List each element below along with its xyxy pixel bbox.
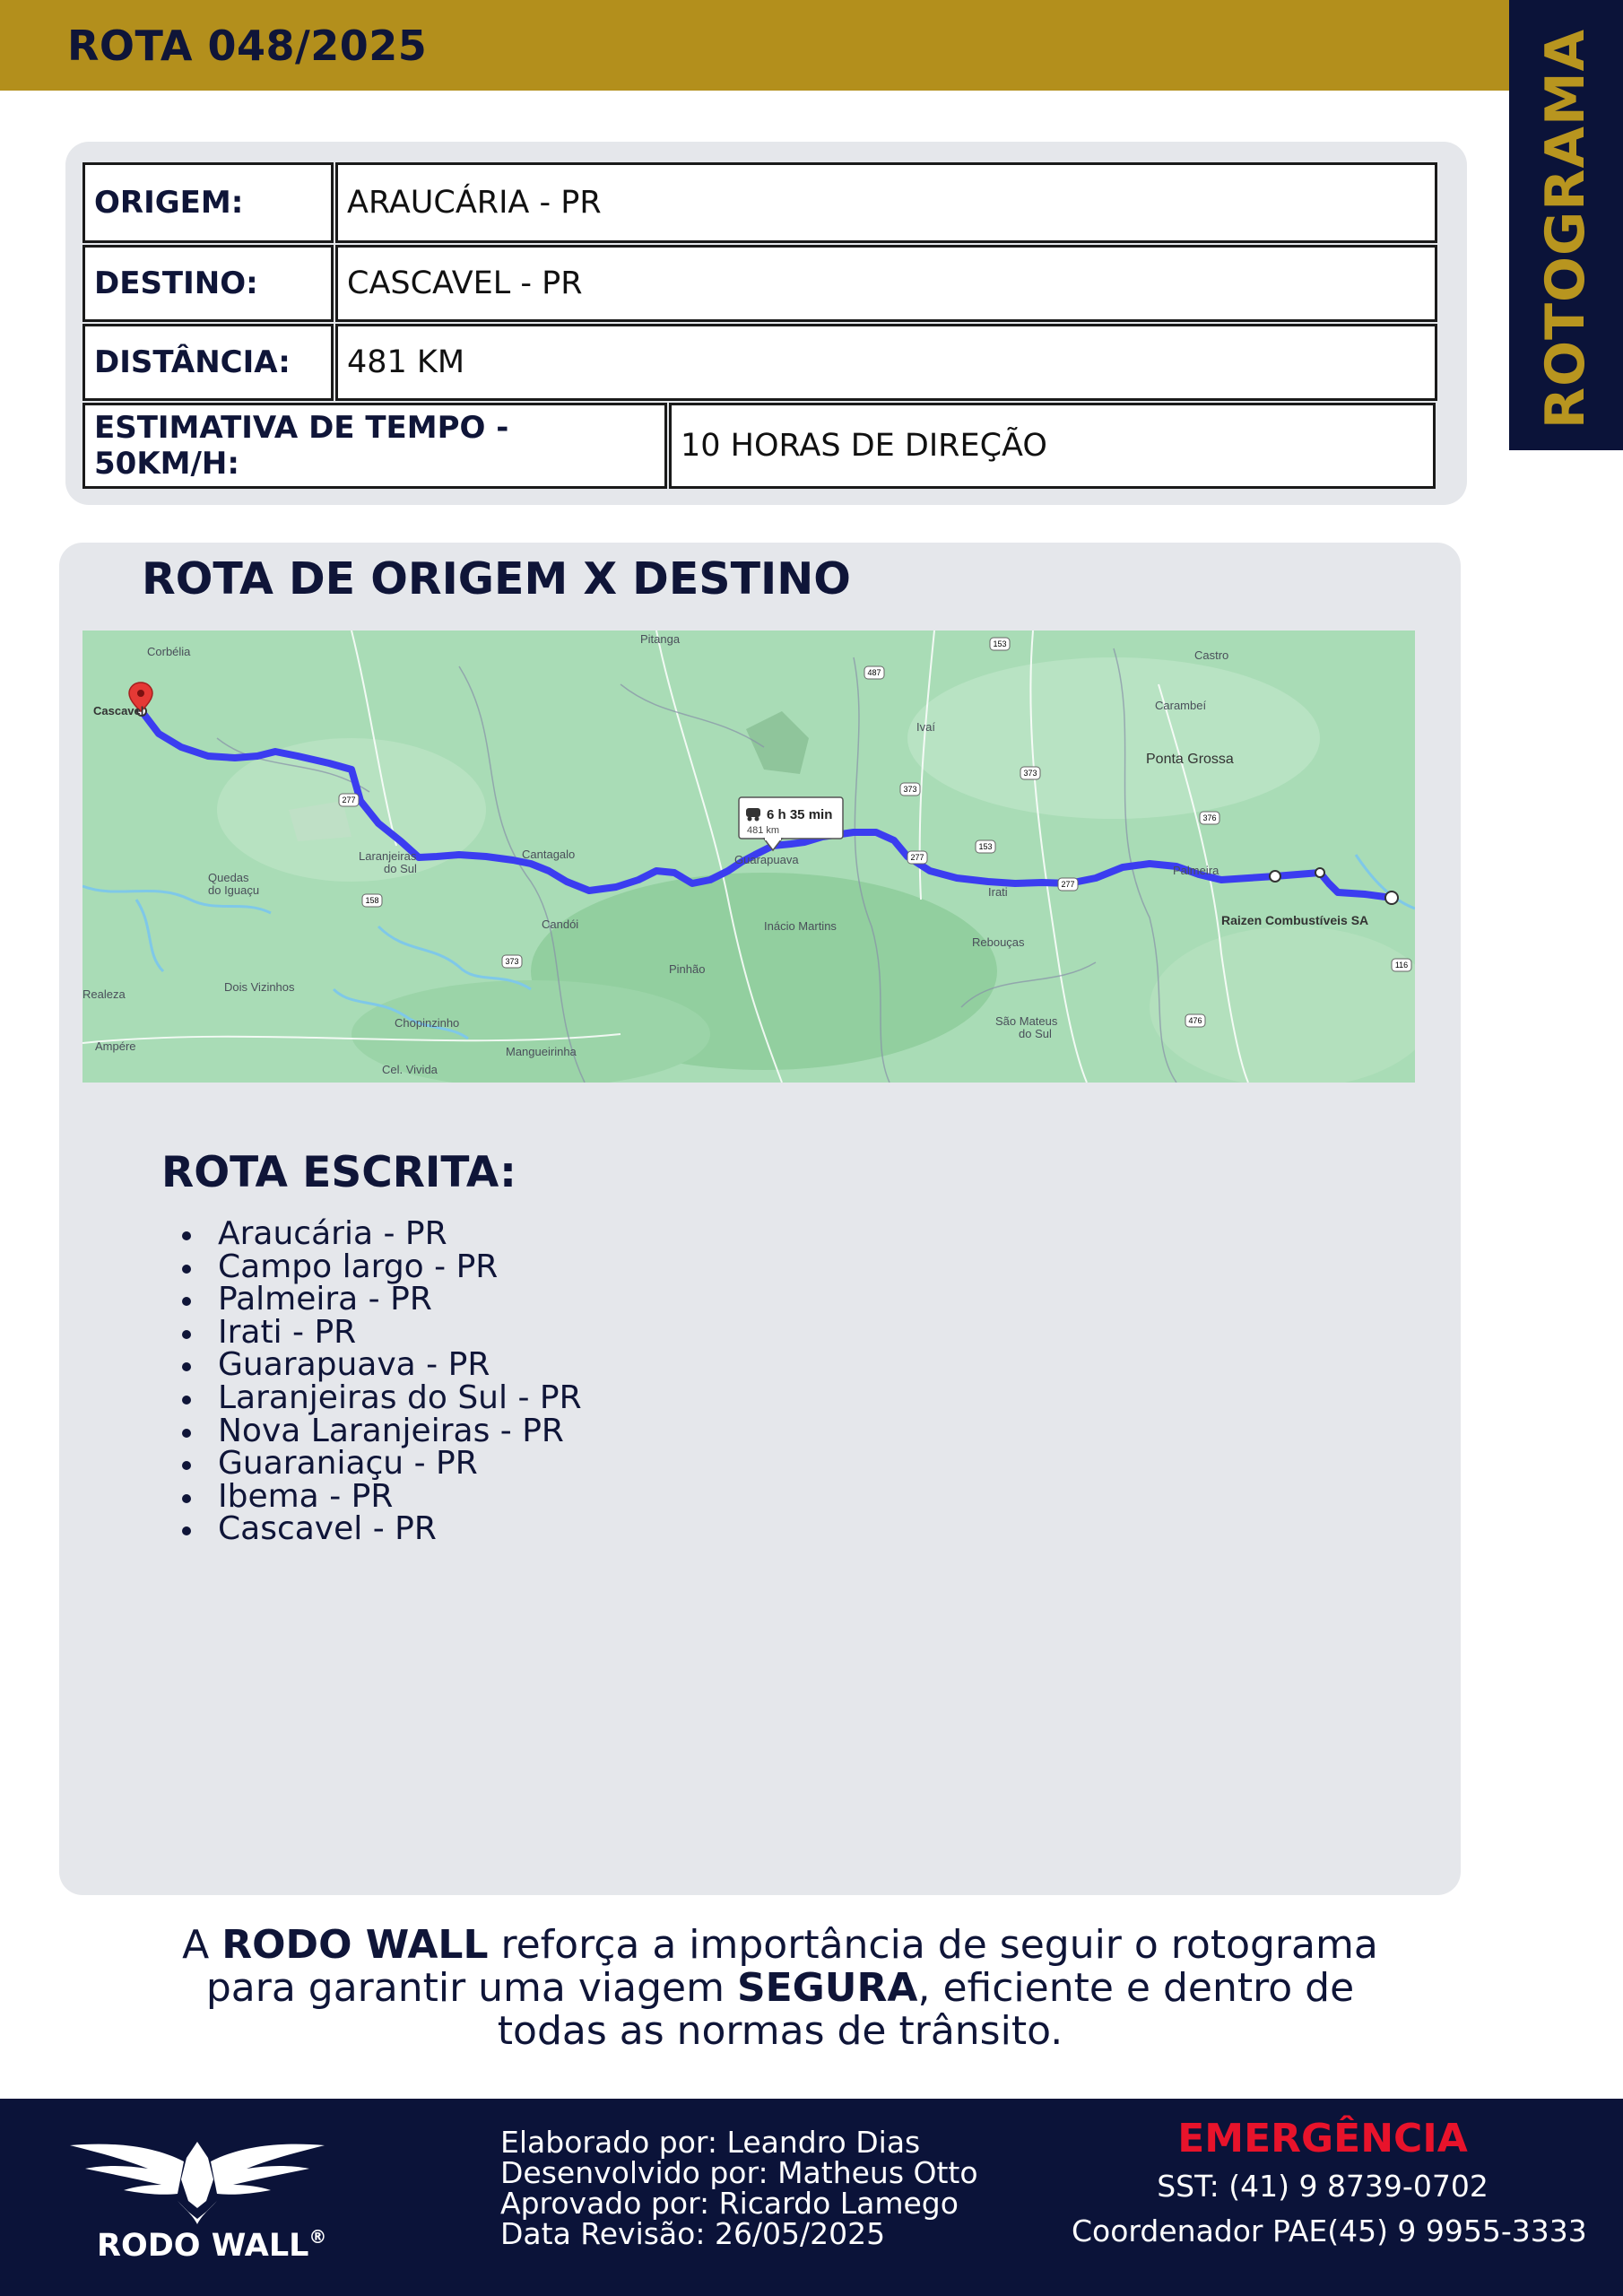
- emergency-title: EMERGÊNCIA: [1177, 2116, 1468, 2161]
- svg-text:do Sul: do Sul: [1019, 1027, 1052, 1040]
- svg-text:Irati: Irati: [988, 885, 1008, 899]
- distancia-value: 481 KM: [335, 324, 1437, 401]
- elaborado-por: Elaborado por: Leandro Dias: [500, 2125, 921, 2160]
- road-shield: [362, 894, 382, 907]
- road-shield: [1392, 959, 1411, 971]
- desenvolvido-por: Desenvolvido por: Matheus Otto: [500, 2155, 978, 2190]
- rodo-wall-logo-text: RODO WALL®: [97, 2226, 327, 2264]
- list-item: Laranjeiras do Sul - PR: [179, 1382, 582, 1415]
- distancia-label: DISTÂNCIA:: [82, 324, 334, 401]
- list-item: Nova Laranjeiras - PR: [179, 1415, 582, 1448]
- road-shield: [864, 666, 884, 679]
- svg-text:Mangueirinha: Mangueirinha: [506, 1045, 577, 1058]
- svg-text:Inácio Martins: Inácio Martins: [764, 919, 837, 933]
- road-shield: [1185, 1014, 1205, 1027]
- svg-text:277: 277: [342, 796, 356, 804]
- svg-text:Carambeí: Carambeí: [1155, 699, 1207, 712]
- route-number-title: ROTA 048/2025: [67, 22, 428, 70]
- svg-text:Chopinzinho: Chopinzinho: [395, 1016, 460, 1030]
- svg-text:São Mateus: São Mateus: [995, 1014, 1058, 1028]
- data-revisao: Data Revisão: 26/05/2025: [500, 2216, 886, 2251]
- svg-text:116: 116: [1394, 961, 1409, 970]
- svg-text:158: 158: [365, 896, 379, 905]
- origem-label: ORIGEM:: [82, 162, 334, 243]
- list-item: Irati - PR: [179, 1317, 582, 1350]
- document-credits: [500, 2127, 978, 2249]
- tempo-label: ESTIMATIVA DE TEMPO - 50KM/H:: [82, 403, 667, 489]
- list-item: Ibema - PR: [179, 1481, 582, 1514]
- svg-text:Guarapuava: Guarapuava: [734, 853, 799, 866]
- origem-value: ARAUCÁRIA - PR: [335, 162, 1437, 243]
- svg-text:476: 476: [1188, 1016, 1202, 1025]
- svg-text:277: 277: [910, 853, 924, 862]
- road-shield: [1200, 812, 1219, 824]
- road-shield: [990, 638, 1010, 650]
- svg-text:Corbélia: Corbélia: [147, 645, 191, 658]
- list-item: Palmeira - PR: [179, 1283, 582, 1317]
- svg-text:Cel. Vivida: Cel. Vivida: [382, 1063, 438, 1076]
- list-item: Araucária - PR: [179, 1218, 582, 1251]
- destino-label: DESTINO:: [82, 245, 334, 322]
- destino-value: CASCAVEL - PR: [335, 245, 1437, 322]
- svg-text:Castro: Castro: [1194, 648, 1229, 662]
- route-map: [82, 631, 1415, 1083]
- road-shield: [900, 783, 920, 796]
- closing-message: A RODO WALL reforça a importância de seguir o rotograma para garantir uma viagem SEGURA, eficiente e dentro de todas as normas de trânsito.: [182, 1922, 1378, 2054]
- svg-text:Pinhão: Pinhão: [669, 962, 706, 976]
- svg-text:Realeza: Realeza: [82, 987, 126, 1001]
- svg-text:Quedas: Quedas: [208, 871, 249, 884]
- svg-text:Dois Vizinhos: Dois Vizinhos: [224, 980, 295, 994]
- duration-text: 6 h 35 min: [767, 807, 833, 822]
- svg-text:Laranjeiras: Laranjeiras: [359, 849, 417, 863]
- svg-text:do Iguaçu: do Iguaçu: [208, 883, 260, 897]
- svg-text:373: 373: [505, 957, 519, 966]
- svg-text:373: 373: [1023, 769, 1037, 778]
- header-bar: [0, 0, 1509, 91]
- svg-text:Ivaí: Ivaí: [916, 720, 935, 734]
- svg-text:Ampére: Ampére: [95, 1039, 136, 1053]
- aprovado-por: Aprovado por: Ricardo Lamego: [500, 2186, 959, 2221]
- svg-text:Cascavel: Cascavel: [93, 704, 144, 718]
- tempo-value: 10 HORAS DE DIREÇÃO: [669, 403, 1436, 489]
- svg-text:Palmeira: Palmeira: [1173, 864, 1219, 877]
- route-map-heading: ROTA DE ORIGEM X DESTINO: [142, 553, 851, 604]
- svg-text:376: 376: [1202, 813, 1217, 822]
- svg-text:Raizen Combustíveis SA: Raizen Combustíveis SA: [1221, 913, 1369, 927]
- written-route-list: [179, 1215, 582, 1548]
- svg-text:487: 487: [867, 668, 881, 677]
- list-item: Guaraniaçu - PR: [179, 1448, 582, 1481]
- svg-text:Ponta Grossa: Ponta Grossa: [1146, 752, 1234, 767]
- svg-text:Pitanga: Pitanga: [640, 632, 681, 646]
- svg-text:153: 153: [978, 842, 993, 851]
- svg-text:Cantagalo: Cantagalo: [522, 848, 576, 861]
- road-shield: [976, 840, 995, 853]
- svg-text:153: 153: [993, 639, 1007, 648]
- road-shield: [907, 851, 927, 864]
- list-item: Cascavel - PR: [179, 1513, 582, 1546]
- road-shield: [502, 955, 522, 968]
- side-tab: [1509, 0, 1623, 450]
- road-shield: [1058, 878, 1078, 891]
- sst-phone: SST: (41) 9 8739-0702: [1157, 2169, 1488, 2204]
- road-shield: [1020, 767, 1040, 779]
- svg-text:Candói: Candói: [542, 918, 579, 931]
- svg-text:277: 277: [1061, 880, 1075, 889]
- list-item: Campo largo - PR: [179, 1251, 582, 1284]
- road-shield: [339, 794, 359, 806]
- list-item: Guarapuava - PR: [179, 1349, 582, 1382]
- svg-text:do Sul: do Sul: [384, 862, 417, 875]
- svg-text:373: 373: [903, 785, 917, 794]
- rotograma-label: ROTOGRAMA: [1534, 28, 1597, 430]
- emergency-contacts: [1072, 2114, 1587, 2254]
- written-route-heading: ROTA ESCRITA:: [161, 1148, 516, 1197]
- svg-text:Rebouças: Rebouças: [972, 935, 1025, 949]
- distance-text: 481 km: [747, 825, 780, 836]
- pae-phone: Coordenador PAE(45) 9 9955-3333: [1072, 2213, 1587, 2248]
